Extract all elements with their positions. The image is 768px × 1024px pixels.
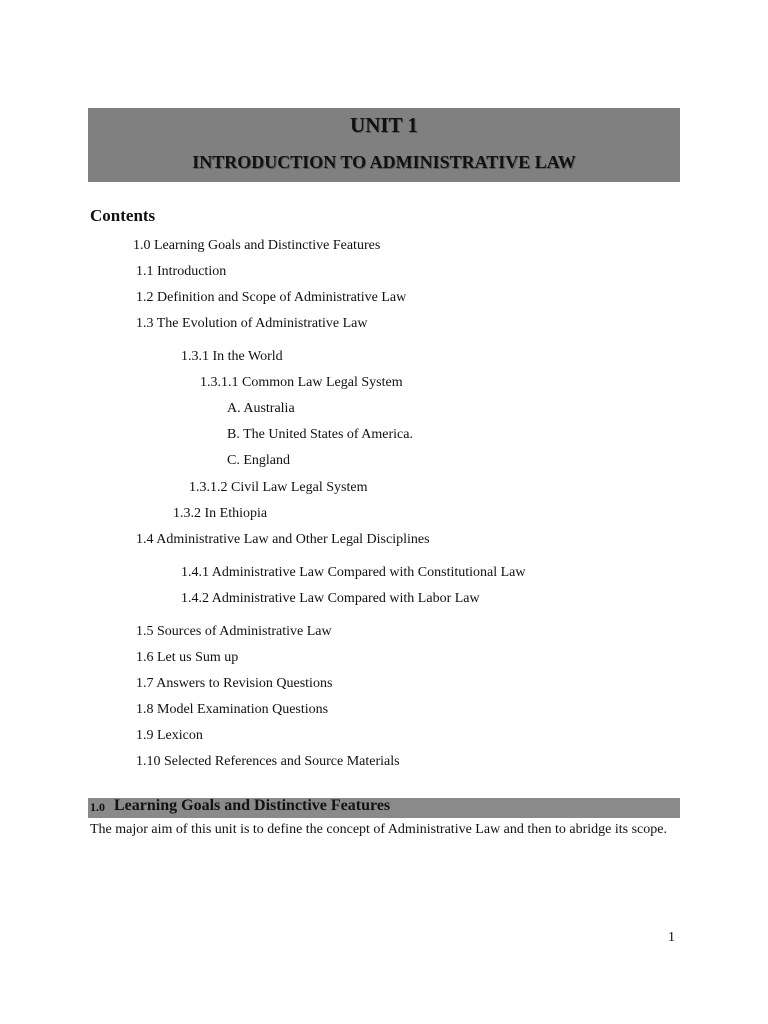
toc-item: 1.4.2 Administrative Law Compared with Labor Law <box>181 591 480 606</box>
toc-item: C. England <box>227 453 290 468</box>
unit-title: INTRODUCTION TO ADMINISTRATIVE LAW <box>192 152 576 172</box>
toc-item: 1.6 Let us Sum up <box>136 650 239 665</box>
toc-item: 1.8 Model Examination Questions <box>136 702 329 717</box>
toc-item: 1.1 Introduction <box>136 264 227 279</box>
toc-item: 1.3.1 In the World <box>181 349 283 364</box>
toc-item: 1.5 Sources of Administrative Law <box>136 624 332 639</box>
unit-label: UNIT 1 <box>350 113 418 137</box>
toc-item: 1.4.1 Administrative Law Compared with Constitutional Law <box>181 565 526 580</box>
toc-item: 1.4 Administrative Law and Other Legal Disciplines <box>136 532 430 547</box>
toc-item: 1.3.1.1 Common Law Legal System <box>200 375 403 390</box>
contents-heading: Contents <box>90 206 156 225</box>
toc-item: B. The United States of America. <box>227 427 413 442</box>
toc-item: 1.7 Answers to Revision Questions <box>136 676 333 691</box>
section-number: 1.0 <box>90 800 105 814</box>
section-heading-bar <box>88 798 680 818</box>
toc-item: 1.10 Selected References and Source Materials <box>136 754 400 769</box>
toc-item: A. Australia <box>227 401 295 416</box>
toc-item: 1.3.1.2 Civil Law Legal System <box>189 480 368 495</box>
section-body-paragraph: The major aim of this unit is to define the concept of Administrative Law and then to abridge its scope. <box>90 822 667 837</box>
page-number: 1 <box>668 930 675 945</box>
toc-item: 1.9 Lexicon <box>136 728 203 743</box>
section-title: Learning Goals and Distinctive Features <box>114 797 391 814</box>
toc-item: 1.3.2 In Ethiopia <box>173 506 268 521</box>
toc-item: 1.0 Learning Goals and Distinctive Features <box>133 238 381 253</box>
toc-item: 1.2 Definition and Scope of Administrative Law <box>136 290 407 305</box>
unit-banner <box>88 108 680 182</box>
toc-item: 1.3 The Evolution of Administrative Law <box>136 316 368 331</box>
